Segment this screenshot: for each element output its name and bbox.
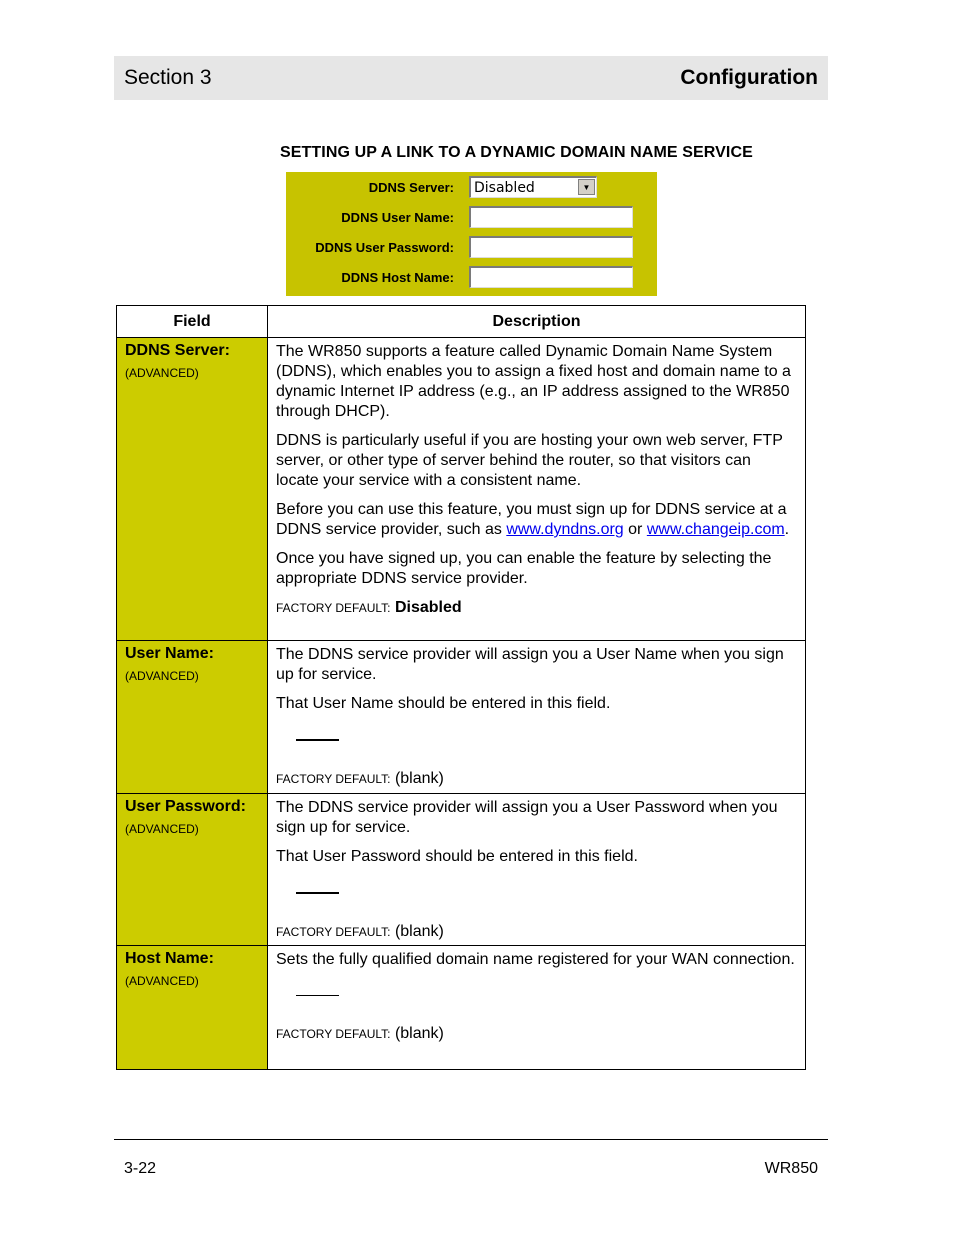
table-row — [117, 641, 806, 794]
factory-default-label: FACTORY DEFAULT: — [276, 925, 391, 939]
description-paragraph: Sets the fully qualified domain name registered for your WAN connection. — [276, 951, 795, 968]
factory-default-value: (blank) — [394, 923, 444, 940]
ddns-server-select[interactable] — [469, 176, 597, 198]
ddns-username-label: DDNS User Name: — [341, 210, 454, 225]
description-cell — [268, 641, 806, 794]
factory-default — [276, 769, 797, 789]
factory-default-label: FACTORY DEFAULT: — [276, 772, 391, 786]
footer-divider — [114, 1139, 828, 1140]
advanced-tag: (ADVANCED) — [125, 974, 199, 988]
changeip-link[interactable]: www.changeip.com — [646, 521, 785, 538]
advanced-tag: (ADVANCED) — [125, 822, 199, 836]
page-number: 3-22 — [124, 1160, 157, 1177]
ddns-server-value: Disabled — [474, 180, 535, 196]
advanced-tag: (ADVANCED) — [125, 366, 199, 380]
description-paragraph: Once you have signed up, you can enable the feature by selecting the appropriate DDNS service provider. — [276, 550, 772, 587]
description-paragraph — [276, 500, 797, 540]
factory-default-label: FACTORY DEFAULT: — [276, 1027, 391, 1041]
separator-line — [296, 995, 339, 996]
ddns-form-panel — [286, 172, 657, 296]
table-row — [117, 794, 806, 946]
field-name: User Password: — [125, 798, 246, 815]
description-text: or — [623, 521, 647, 538]
ddns-hostname-label: DDNS Host Name: — [341, 270, 454, 285]
table-row — [117, 338, 806, 641]
description-paragraph: The DDNS service provider will assign you a User Password when you sign up for service. — [276, 799, 778, 836]
description-cell — [268, 794, 806, 946]
chapter-title: Configuration — [680, 66, 818, 89]
factory-default-value: (blank) — [394, 770, 444, 787]
factory-default-value: Disabled — [394, 599, 462, 616]
advanced-tag: (ADVANCED) — [125, 669, 199, 683]
ddns-hostname-row — [286, 263, 657, 293]
description-paragraph: DDNS is particularly useful if you are hosting your own web server, FTP server, or other type of server behind the router, so that visitors can locate your service with a consistent name. — [276, 432, 783, 489]
field-name: User Name: — [125, 645, 214, 662]
ddns-username-row — [286, 203, 657, 233]
factory-default-value: (blank) — [394, 1025, 444, 1042]
column-header-field: Field — [117, 306, 268, 338]
description-cell — [268, 946, 806, 1070]
ddns-hostname-input[interactable] — [469, 266, 633, 288]
description-text: . — [784, 521, 790, 538]
description-text: Before you can use this feature, you must sign up for DDNS service at a DDNS service provider, such as — [276, 501, 787, 538]
ddns-username-input[interactable] — [469, 206, 633, 228]
separator-line — [296, 892, 339, 894]
description-paragraph: The DDNS service provider will assign you a User Name when you sign up for service. — [276, 646, 784, 683]
description-paragraph: That User Name should be entered in this field. — [276, 695, 611, 712]
separator-line — [296, 739, 339, 741]
factory-default — [276, 922, 797, 942]
description-cell — [268, 338, 806, 641]
description-paragraph: That User Password should be entered in this field. — [276, 848, 638, 865]
factory-default — [276, 1024, 797, 1044]
section-label: Section 3 — [124, 66, 212, 89]
field-cell — [117, 946, 268, 1070]
field-cell — [117, 338, 268, 641]
page-title: SETTING UP A LINK TO A DYNAMIC DOMAIN NAME SERVICE — [280, 144, 753, 161]
factory-default — [276, 598, 797, 618]
column-header-description: Description — [268, 306, 806, 338]
product-name: WR850 — [764, 1160, 818, 1177]
table-row — [117, 946, 806, 1070]
ddns-server-row — [286, 173, 657, 203]
ddns-password-label: DDNS User Password: — [315, 240, 454, 255]
chevron-down-icon[interactable]: ▼ — [578, 179, 595, 195]
page-header — [114, 56, 828, 100]
field-cell — [117, 794, 268, 946]
ddns-password-input[interactable] — [469, 236, 633, 258]
field-name: Host Name: — [125, 950, 214, 967]
ddns-password-row — [286, 233, 657, 263]
ddns-server-label: DDNS Server: — [368, 180, 454, 195]
field-description-table — [116, 305, 806, 1070]
field-cell — [117, 641, 268, 794]
table-header-row — [117, 306, 806, 338]
factory-default-label: FACTORY DEFAULT: — [276, 601, 391, 615]
dyndns-link[interactable]: www.dyndns.org — [506, 521, 624, 538]
field-name: DDNS Server: — [125, 342, 230, 359]
description-paragraph: The WR850 supports a feature called Dynamic Domain Name System (DDNS), which enables you to assign a fixed host and domain name to a dynamic Internet IP address (e.g., an IP address assigned to the WR850 through DHCP). — [276, 343, 791, 420]
